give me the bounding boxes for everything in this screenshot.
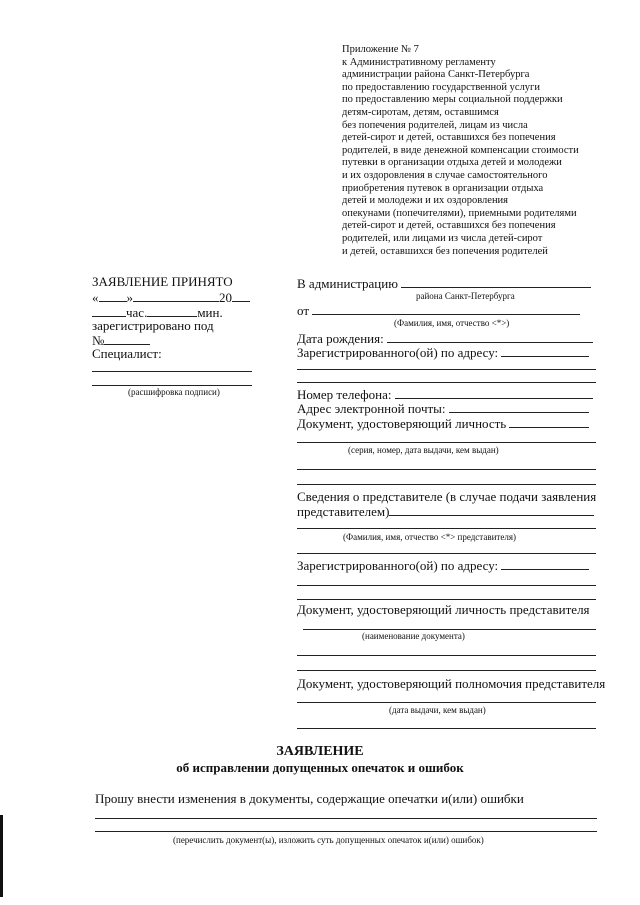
rep-fio-hint: (Фамилия, имя, отчество <*> представителя) — [343, 532, 516, 542]
appendix-line: Приложение № 7 — [342, 44, 419, 55]
id-doc-line-3[interactable] — [297, 484, 596, 485]
request-line-2[interactable] — [95, 831, 597, 832]
rep-registered-address-row — [297, 557, 589, 574]
rep-id-doc-hint: (наименование документа) — [362, 631, 465, 641]
address-line-2[interactable] — [297, 369, 596, 370]
appendix-line: без попечения родителей, лицам из числа — [342, 119, 528, 131]
from-label: от — [297, 303, 310, 318]
appendix-line: и их оздоровления в случае самостоятельного — [342, 169, 548, 181]
accepted-heading: ЗАЯВЛЕНИЕ ПРИНЯТО — [92, 274, 233, 289]
scan-edge-mark — [0, 815, 3, 897]
rep-power-doc-line-2[interactable] — [297, 728, 596, 729]
hours-field[interactable] — [92, 304, 126, 317]
minutes-field[interactable] — [147, 304, 197, 317]
from-row — [297, 302, 580, 319]
email-label: Адрес электронной почты: — [297, 401, 446, 416]
appendix-line: детям-сиротам, детям, оставшимся — [342, 106, 499, 118]
rep-info-line-2: представителем) — [297, 504, 390, 519]
rep-fio-line-2[interactable] — [297, 553, 596, 554]
birth-date-field[interactable] — [387, 330, 593, 343]
registered-address-label: Зарегистрированного(ой) по адресу: — [297, 345, 499, 360]
minutes-label: мин. — [197, 305, 223, 320]
id-doc-line-2[interactable] — [297, 469, 596, 470]
appendix-line: родителей, в виде денежной компенсации стоимости — [342, 144, 579, 156]
appendix-line: опекунами (попечителями), приемными родителями — [342, 207, 577, 219]
registered-address-field[interactable] — [501, 344, 589, 357]
rep-power-doc-label: Документ, удостоверяющий полномочия представителя — [297, 676, 606, 691]
request-text: Прошу внести изменения в документы, содержащие опечатки и(или) ошибки — [95, 791, 524, 806]
year-field[interactable] — [232, 289, 250, 302]
appendix-line: приобретения путевок в организации отдыха — [342, 182, 544, 194]
birth-date-label: Дата рождения: — [297, 331, 384, 346]
address-line-3[interactable] — [297, 382, 596, 383]
admin-name-field[interactable] — [401, 275, 591, 288]
district-label: района Санкт-Петербурга — [416, 291, 515, 301]
rep-id-doc-line-2[interactable] — [297, 655, 596, 656]
id-doc-label: Документ, удостоверяющий личность — [297, 416, 507, 431]
appendix-line: путевки в организации отдыха детей и молодежи — [342, 157, 562, 169]
to-admin-label: В администрацию — [297, 276, 398, 291]
date-close-quote: » — [126, 290, 133, 305]
rep-registered-address-field[interactable] — [501, 557, 589, 570]
rep-id-doc-label: Документ, удостоверяющий личность представителя — [297, 602, 590, 617]
specialist-signature-line[interactable] — [92, 371, 252, 372]
appendix-line: детей-сирот и детей, оставшихся без попечения — [342, 220, 556, 232]
statement-subtitle: об исправлении допущенных опечаток и ошибок — [176, 760, 464, 775]
day-field[interactable] — [99, 289, 127, 302]
appendix-line: администрации района Санкт-Петербурга — [342, 69, 530, 81]
specialist-label: Специалист: — [92, 346, 162, 361]
request-hint: (перечислить документ(ы), изложить суть допущенных опечаток и(или) ошибок) — [173, 835, 484, 845]
applicant-fio-field[interactable] — [312, 302, 580, 315]
specialist-name-line[interactable] — [92, 385, 252, 386]
appendix-header — [342, 44, 579, 258]
request-line-1[interactable] — [95, 818, 597, 819]
email-field[interactable] — [449, 400, 589, 413]
rep-info-field[interactable] — [389, 503, 594, 516]
appendix-line: по предоставлению государственной услуги — [342, 81, 540, 93]
appendix-line: к Административному регламенту — [342, 56, 496, 68]
rep-registered-address-label: Зарегистрированного(ой) по адресу: — [297, 558, 499, 573]
appendix-line: детей-сирот и детей, оставшихся без попечения — [342, 132, 556, 144]
phone-label: Номер телефона: — [297, 387, 392, 402]
appendix-line: и детей, оставшихся без попечения родителей — [342, 245, 548, 257]
appendix-line: по предоставлению меры социальной поддержки — [342, 94, 563, 106]
rep-power-doc-hint: (дата выдачи, кем выдан) — [389, 705, 486, 715]
appendix-line: детей и молодежи и их оздоровления — [342, 195, 509, 207]
rep-id-doc-line-3[interactable] — [297, 670, 596, 671]
phone-field[interactable] — [395, 386, 593, 399]
rep-fio-line[interactable] — [297, 528, 596, 529]
id-doc-hint: (серия, номер, дата выдачи, кем выдан) — [348, 445, 499, 455]
date-open-quote: « — [92, 290, 99, 305]
registered-address-row — [297, 344, 589, 361]
id-doc-field[interactable] — [509, 415, 589, 428]
rep-address-line-3[interactable] — [297, 599, 596, 600]
rep-info-line-1: Сведения о представителе (в случае подачи заявления — [297, 489, 597, 504]
fio-hint: (Фамилия, имя, отчество <*>) — [394, 318, 510, 328]
id-doc-row — [297, 415, 589, 432]
rep-id-doc-line[interactable] — [303, 629, 596, 630]
rep-info-row-2 — [297, 503, 594, 520]
hours-label: час. — [126, 305, 148, 320]
id-doc-line[interactable] — [297, 442, 596, 443]
rep-power-doc-line[interactable] — [297, 702, 596, 703]
rep-address-line-2[interactable] — [297, 585, 596, 586]
to-admin-row — [297, 275, 591, 292]
year-prefix: 20 — [219, 290, 232, 305]
statement-title: ЗАЯВЛЕНИЕ — [276, 744, 364, 759]
registered-label: зарегистрировано под — [92, 318, 214, 333]
signature-hint: (расшифровка подписи) — [128, 387, 220, 397]
number-sign: № — [92, 333, 105, 348]
month-field[interactable] — [133, 289, 219, 302]
registration-number-field[interactable] — [104, 332, 150, 345]
appendix-line: родителей, или лицами из числа детей-сирот — [342, 232, 543, 244]
